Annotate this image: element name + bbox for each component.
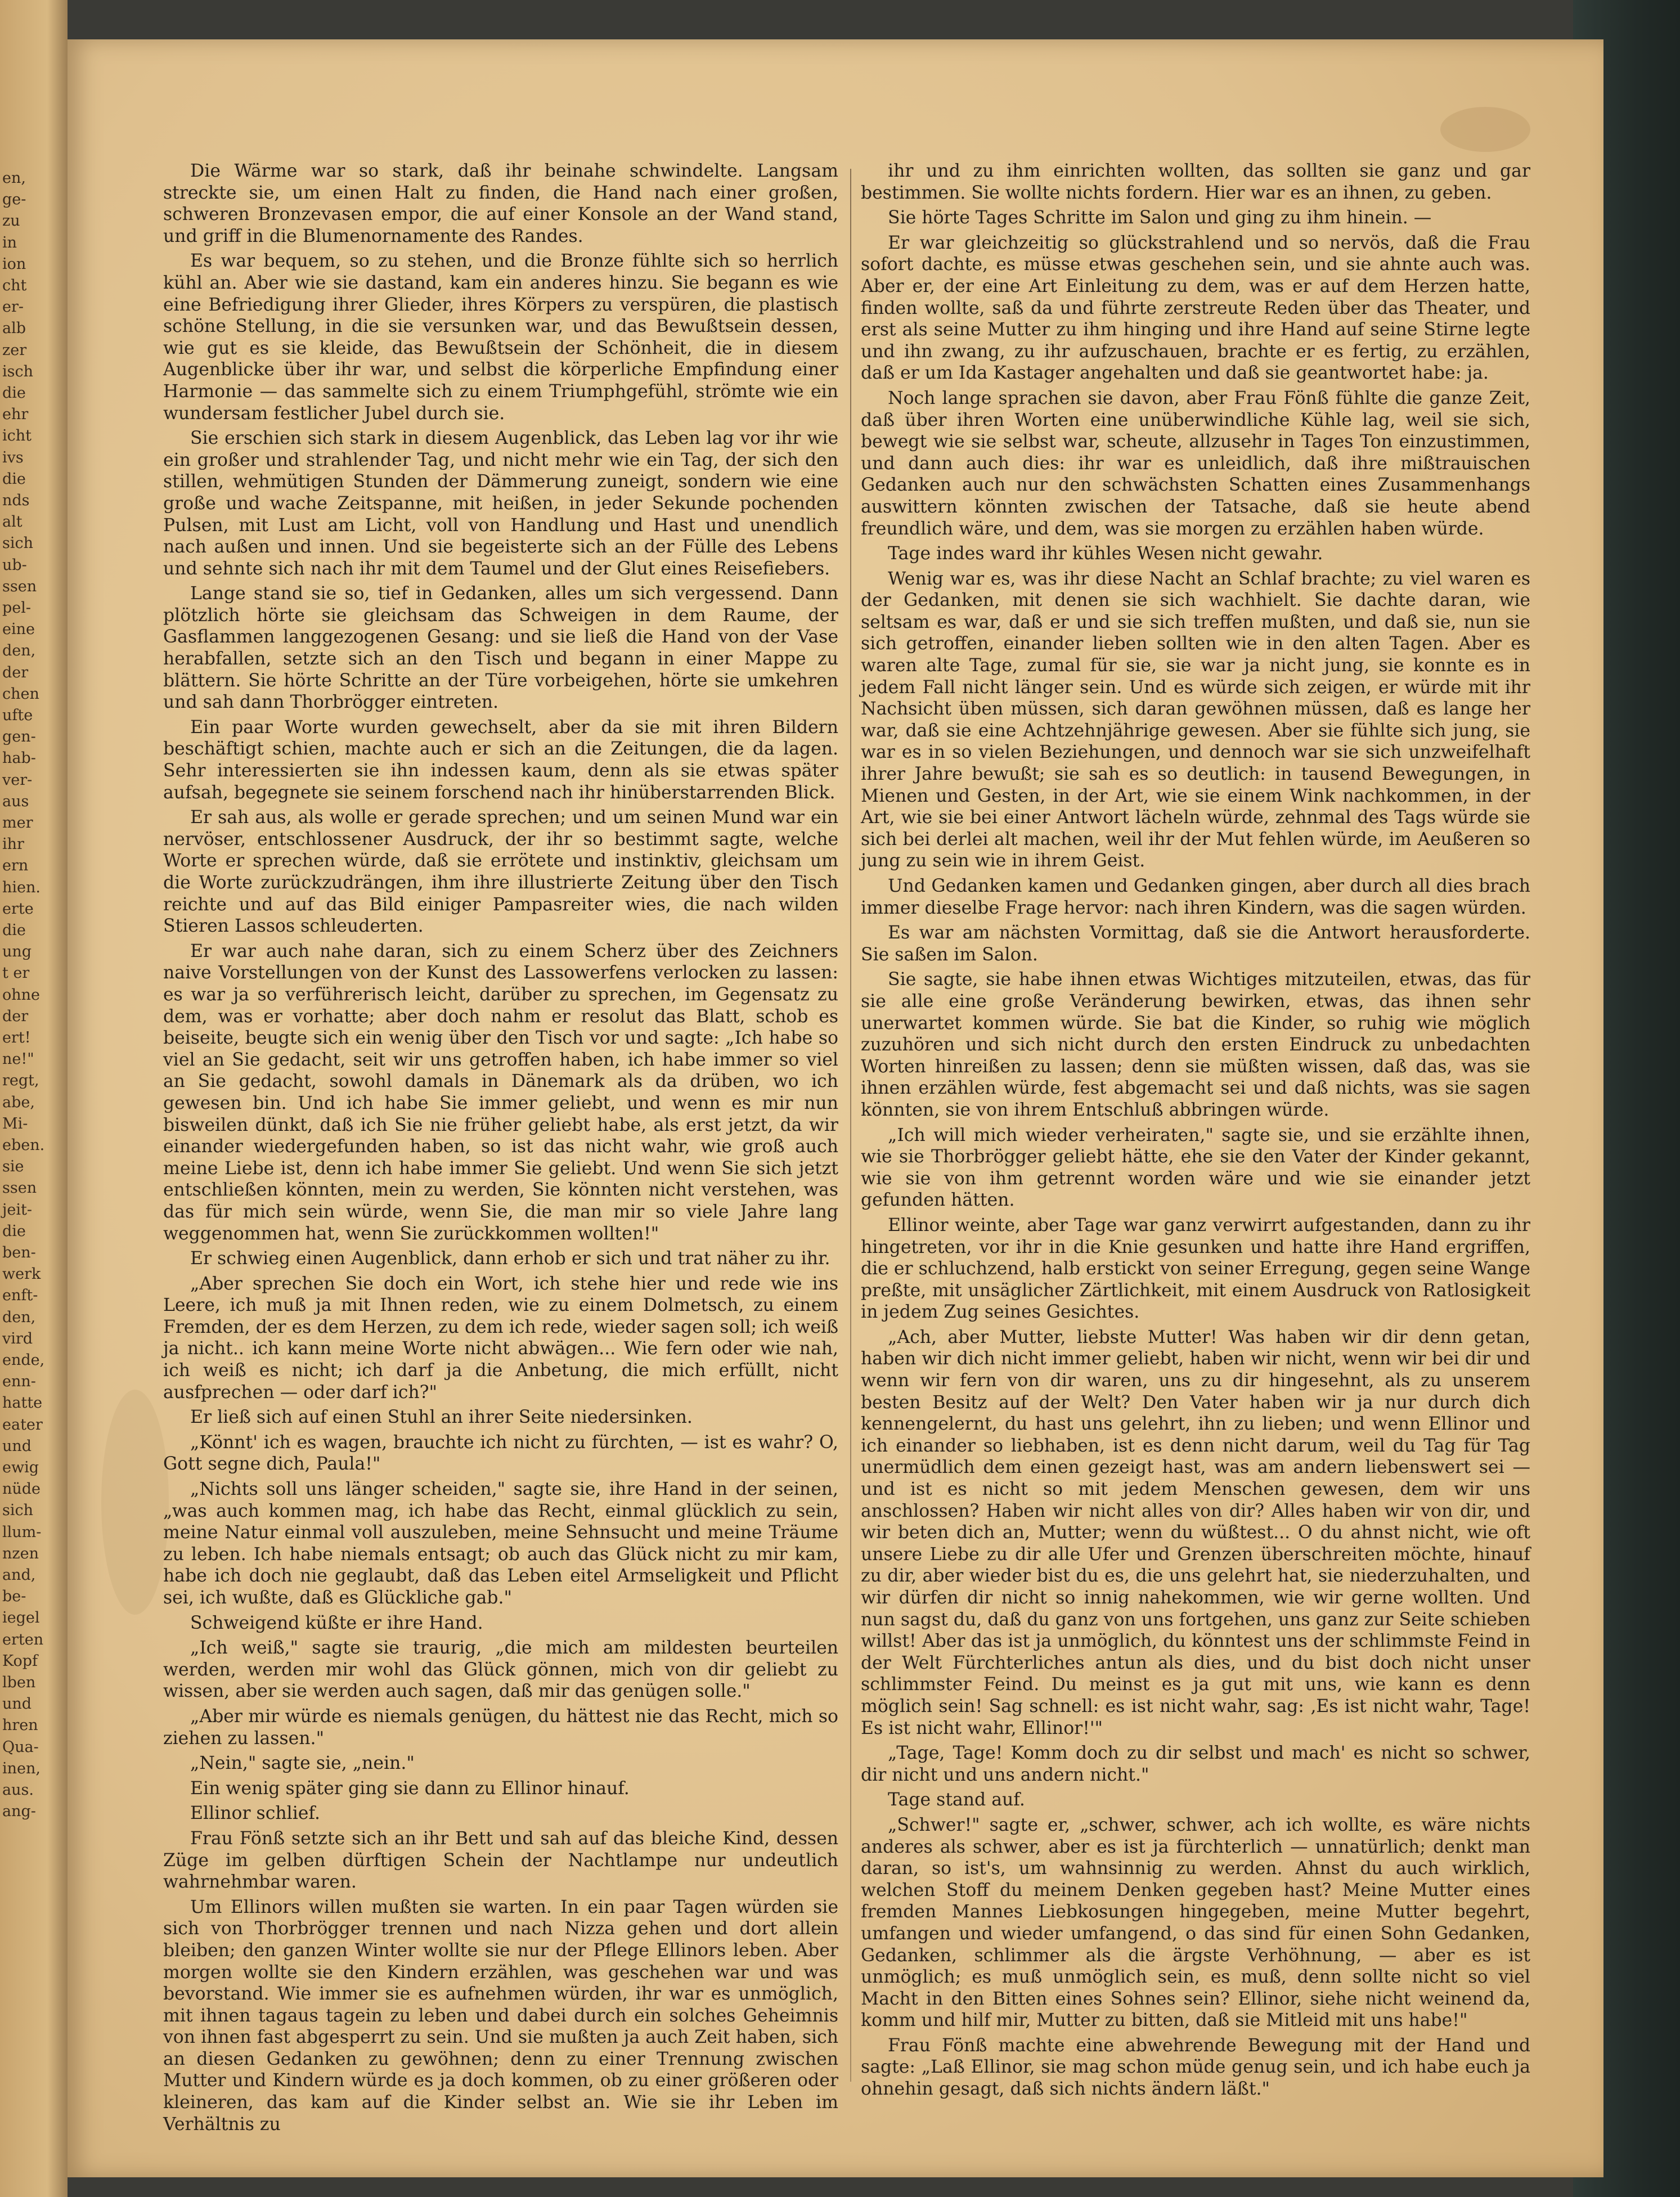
left-text-column [163, 160, 838, 2138]
facing-page-text-fragment: Qua- [2, 1738, 39, 1756]
paragraph: Ein paar Worte wurden gewechselt, aber da sie mit ihren Bildern beschäftigt schien, machte auch er sich an die Zeitungen, die da lagen. Sehr interessierten sie ihn indessen kaum, denn als sie etwas später aufsah, begegnete sie seinem forschend nach ihr hinüberstarrenden Blick. [163, 717, 838, 803]
paragraph: Er war auch nahe daran, sich zu einem Scherz über des Zeichners naive Vorstellungen von der Kunst des Lassowerfens verlocken zu lassen: es war ja so verführerisch leicht, darüber zu sprechen, im Gegensatz zu dem, was er vorhatte; aber doch nahm er resolut das Blatt, schob es beiseite, beugte sich ein wenig über den Tisch vor und sagte: „Ich habe so viel an Sie gedacht, seit wir uns getroffen haben, ich habe immer so viel an Sie gedacht, sowohl damals in Dänemark als da drüben, wo ich gewesen bin. Und ich habe Sie immer geliebt, und wenn es mir nun bisweilen dünkt, daß ich Sie nie früher geliebt habe, als erst jetzt, da wir einander wiedergefunden haben, so ist das nicht wahr, wie groß auch meine Liebe ist, denn ich habe immer Sie geliebt. Und wenn Sie sich jetzt entschließen könnten, mein zu werden, Sie könnten nicht verstehen, was das für mich sein würde, wenn Sie, die man mir so viele Jahre lang weggenommen hat, wenn Sie zurückkommen wollten!" [163, 941, 838, 1244]
paragraph: Und Gedanken kamen und Gedanken gingen, aber durch all dies brach immer dieselbe Frage hervor: nach ihren Kindern, was die sagen würden. [861, 876, 1530, 918]
facing-page-fragment [0, 0, 68, 2197]
paragraph: Tage indes ward ihr kühles Wesen nicht gewahr. [888, 543, 1323, 564]
facing-page-text-fragment: alt [2, 513, 23, 531]
facing-page-text-fragment: eben. [2, 1136, 45, 1154]
paragraph: Sie sagte, sie habe ihnen etwas Wichtiges mitzuteilen, etwas, das für sie alle eine große Veränderung bewirken, etwas, das ihnen sehr unerwartet kommen würde. Sie bat die Kinder, so ruhig wie möglich zuzuhören und sich nicht durch den ersten Eindruck zu unbedachten Worten hinreißen zu lassen; denn sie müßten wissen, daß das, was sie ihnen erzählen würde, fest abgemacht sei und daß nichts, was sie sagen könnten, sie von ihrem Entschluß abbringen würde. [861, 969, 1530, 1120]
facing-page-text-fragment: hien. [2, 878, 41, 896]
column-divider [850, 169, 851, 2082]
facing-page-text-fragment: hren [2, 1717, 38, 1735]
facing-page-text-fragment: sich [2, 534, 34, 552]
right-text-column [861, 160, 1530, 2104]
paragraph: ihr und zu ihm einrichten wollten, das sollten sie ganz und gar bestimmen. Sie wollte nichts fordern. Hier war es an ihnen, zu geben. [861, 161, 1530, 203]
paragraph: „Nein," sagte sie, „nein." [190, 1753, 415, 1774]
paragraph: Ellinor schlief. [190, 1803, 320, 1824]
paragraph: „Ach, aber Mutter, liebste Mutter! Was haben wir dir denn getan, haben wir dich nicht immer geliebt, haben wir nicht, wenn wir bei dir und wenn wir fern von dir waren, uns zu dir hingesehnt, als zu unserem besten Besitz auf der Welt? Den Vater haben wir ja nur durch dich kennengelernt, du hast uns gelehrt, ihn zu lieben; und wenn Ellinor und ich einander so liebhaben, ist es denn nicht darum, weil du Tag für Tag unermüdlich dem einen gezeigt hast, was am andern liebenswert sei — und ist es nicht so mit jedem Menschen gewesen, dem wir uns anschlossen? Haben wir nicht alles von dir? Alles haben wir von dir, und wir beten dich an, Mutter; wenn du wüßtest... O du ahnst nicht, wie oft unsere Liebe zu dir alle Ufer und Grenzen überschreiten möchte, hinauf zu dir, aber wieder bist du es, die uns gelehrt hat, sie niederzuhalten, und wir dürfen dir nicht so innig nahekommen, wie wir gerne wollten. Und nun sagst du, daß du ganz von uns fortgehen, uns ganz zur Seite schieben willst! Aber das ist ja unmöglich, du könntest uns der schlimmste Feind in der Welt Fürchterliches antun als dies, und du bist doch nicht unser schlimmster Feind. Du meinst es ja gut mit uns, wie kann es denn möglich sein! Sag schnell: es ist nicht wahr, sag: ‚Es ist nicht wahr, Tage! Es ist nicht wahr, Ellinor!'" [861, 1327, 1530, 1738]
facing-page-text-fragment: ssen [2, 577, 37, 595]
paragraph: „Aber mir würde es niemals genügen, du hättest nie das Recht, mich so ziehen zu lassen." [163, 1706, 838, 1749]
facing-page-text-fragment: pel- [2, 599, 32, 617]
facing-page-text-fragment: zer [2, 341, 27, 359]
facing-page-text-fragment: ub- [2, 556, 27, 574]
facing-page-text-fragment: zu [2, 212, 20, 230]
facing-page-text-fragment: den, [2, 642, 36, 660]
facing-page-text-fragment: ang- [2, 1803, 36, 1821]
facing-page-text-fragment: mer [2, 814, 33, 832]
facing-page-text-fragment: nüde [2, 1480, 41, 1498]
facing-page-text-fragment: jeit- [2, 1201, 32, 1219]
paragraph: Tage stand auf. [888, 1790, 1025, 1810]
paragraph: Er schwieg einen Augenblick, dann erhob er sich und trat näher zu ihr. [190, 1248, 830, 1269]
facing-page-text-fragment: eater [2, 1416, 43, 1434]
facing-page-text-fragment: nzen [2, 1544, 39, 1562]
paragraph: Es war am nächsten Vormittag, daß sie die Antwort herausforderte. Sie saßen im Salon. [861, 923, 1530, 965]
facing-page-text-fragment: icht [2, 427, 32, 445]
facing-page-text-fragment: die [2, 470, 26, 488]
facing-page-text-fragment: ende, [2, 1351, 45, 1369]
facing-page-text-fragment: und [2, 1437, 32, 1455]
facing-page-text-fragment: die [2, 922, 26, 939]
paragraph: Er war gleichzeitig so glückstrahlend und so nervös, daß die Frau sofort dachte, es müsse etwas geschehen sein, und sie ahnte auch was. Aber er, der eine Art Einleitung zu dem, was er auf dem Herzen hatte, finden wollte, saß da und führte zerstreute Reden über das Theater, und erst als seine Mutter zu ihm hinging und ihre Hand auf seine Stirne legte und ihn zwang, zu ihr aufzuschauen, brachte er es fertig, zu erzählen, daß er um Ida Kastager angehalten und daß sie geantwortet habe: ja. [861, 232, 1530, 384]
facing-page-text-fragment: and, [2, 1566, 36, 1584]
facing-page-text-fragment: sie [2, 1158, 24, 1176]
facing-page-text-fragment: lben [2, 1674, 36, 1691]
paragraph: Es war bequem, so zu stehen, und die Bronze fühlte sich so herrlich kühl an. Aber wie sie dastand, kam ein anderes hinzu. Sie begann es wie eine Befriedigung ihrer Glieder, ihres Körpers zu verspüren, die plastisch schöne Stellung, in die sie versunken war, und das Bewußtsein dessen, wie gut es sie kleide, das Bewußtsein der Schönheit, die in diesem Augenblicke über ihr war, und selbst die körperliche Empfindung einer Harmonie — das sammelte sich zu einem Triumphgefühl, strömte wie ein wundersam festlicher Jubel durch sie. [163, 251, 838, 424]
facing-page-text-fragment: ver- [2, 771, 33, 789]
paragraph: Wenig war es, was ihr diese Nacht an Schlaf brachte; zu viel waren es der Gedanken, mit denen sie sich wachhielt. Sie dachte daran, wie seltsam es war, daß er und sie sich treffen mußten, und daß sie, nun sie sich getroffen, einander lieben sollten wie in den alten Tagen. Aber es waren alte Tage, zumal für sie, sie war ja nicht jung, sie konnte es in jedem Fall nicht länger sein. Und es würde sich zeigen, er würde mit ihr Nachsicht üben müssen, sich daran gewöhnen müssen, daß es lange her war, daß sie eine Achtzehnjährige gewesen. Aber sie fühlte sich jung, sie war es in so vielen Beziehungen, und dennoch war sie sich unzweifelhaft ihrer Jahre bewußt; sie sah es so deutlich: in tausend Bewegungen, in Mienen und Gesten, in der Art, wie sie einem Wink nachkommen, in der Art, wie sie bei einer Antwort lächeln würde, zehnmal des Tags würde sie sich bei derlei alt machen, weil ihr der Mut fehlen würde, im Aeußeren so jung zu sein wie in ihrem Geist. [861, 568, 1530, 871]
paragraph: Lange stand sie so, tief in Gedanken, alles um sich vergessend. Dann plötzlich hörte sie gleichsam das Schweigen in dem Raume, der Gasflammen langgezogenen Gesang: und sie ließ die Hand von der Vase herabfallen, setzte sich an den Tisch und begann in einer Mappe zu blättern. Sie hörte Schritte an der Türe vorbeigehen, hörte sie umkehren und sah dann Thorbrögger eintreten. [163, 583, 838, 713]
paragraph: Er sah aus, als wolle er gerade sprechen; und um seinen Mund war ein nervöser, entschlossener Ausdruck, der ihr so bestimmt sagte, welche Worte er sprechen würde, daß sie errötete und instinktiv, gleichsam um die Worte zurückzudrängen, ihm ihre illustrierte Zeitung über den Tisch reichte und auf das Bild einiger Pampasreiter wies, die nach wilden Stieren Lassos schleuderten. [163, 807, 838, 937]
paragraph: „Aber sprechen Sie doch ein Wort, ich stehe hier und rede wie ins Leere, ich muß ja mit Ihnen reden, wie zu einem Dolmetsch, zu einem Fremden, der es dem Herzen, zu dem ich rede, wieder sagen soll; ich weiß ja nicht.. ich kann meine Worte nicht abwägen... Wie fern oder wie nah, ich weiß es nicht; ich darf ja die Anbetung, die mich erfüllt, nicht ausfprechen — oder darf ich?" [163, 1273, 838, 1403]
facing-page-text-fragment: den, [2, 1308, 36, 1326]
facing-page-text-fragment: ion [2, 255, 26, 273]
paragraph: Sie erschien sich stark in diesem Augenblick, das Leben lag vor ihr wie ein großer und strahlender Tag, und nicht mehr wie ein Tag, der sich den stillen, wehmütigen Stunden der Dämmerung zuneigt, sondern wie eine große und wache Zeitspanne, mit heißen, in jeder Sekunde pochenden Pulsen, mit Lust am Licht, voll von Handlung und Hast und unendlich nach außen und innen. Und sie begeisterte sich an der Fülle des Lebens und sehnte sich nach ihr mit dem Taumel und der Glut eines Reisefiebers. [163, 428, 838, 579]
facing-page-text-fragment: aus [2, 792, 29, 810]
facing-page-text-fragment: be- [2, 1588, 26, 1606]
paragraph: Noch lange sprachen sie davon, aber Frau Fönß fühlte die ganze Zeit, daß über ihren Worten eine unüberwindliche Kühle lag, weil sie sich, bewegt wie sie selbst war, scheute, allzusehr in Tages Ton einzustimmen, und dann auch dies: ihr war es unleidlich, daß ihre mißtrauischen Gedanken auch nur den schwächsten Schatten eines Zusammenhangs auswittern könnten zwischen der Tatsache, daß sie heute abend freundlich wäre, und dem, was sie morgen zu erzählen haben würde. [861, 388, 1530, 539]
facing-page-text-fragment: und [2, 1695, 32, 1713]
facing-page-text-fragment: ivs [2, 448, 24, 466]
paragraph: Ellinor weinte, aber Tage war ganz verwirrt aufgestanden, dann zu ihr hingetreten, vor ihr in die Knie gesunken und hatte ihre Hand ergriffen, die er schluchzend, halb erstickt von seiner Erregung, gegen seine Wange preßte, mit unsäglicher Zärtlichkeit, mit einem Ausdruck von Ratlosigkeit in jedem Zug seines Gesichtes. [861, 1215, 1530, 1323]
facing-page-text-fragment: aus. [2, 1781, 34, 1799]
facing-page-text-fragment: vird [2, 1329, 33, 1347]
facing-page-text-fragment: er- [2, 298, 24, 316]
facing-page-text-fragment: Mi- [2, 1115, 28, 1133]
facing-page-text-fragment: ssen [2, 1179, 37, 1197]
paragraph: „Schwer!" sagte er, „schwer, schwer, ach ich wollte, es wäre nichts anderes als schwer, aber es ist ja fürchterlich — unnatürlich; denkt man daran, so ist's, um wahnsinnig zu werden. Ahnst du auch wirklich, welchen Stoff du meinem Denken gegeben hast? Meine Mutter eines fremden Mannes Liebkosungen hingegeben, meine Mutter begehrt, umfangen und wieder umfangend, o das sind für einen Sohn Gedanken, Gedanken, schlimmer als die ärgste Verhöhnung, — aber es ist unmöglich; es muß unmöglich sein, es muß, denn sollte nicht so viel Macht in den Bitten eines Sohnes sein? Ellinor, siehe nicht weinend da, komm und hilf mir, Mutter zu bitten, daß sie Mitleid mit uns habe!" [861, 1814, 1530, 2031]
paragraph: Ein wenig später ging sie dann zu Ellinor hinauf. [190, 1778, 630, 1799]
facing-page-text-fragment: isch [2, 362, 34, 380]
facing-page-text-fragment: in [2, 233, 17, 251]
paragraph: Frau Fönß machte eine abwehrende Bewegung mit der Hand und sagte: „Laß Ellinor, sie mag schon müde genug sein, und ich habe euch ja ohnehin gesagt, daß sich nichts ändern läßt." [861, 2035, 1530, 2100]
paragraph: Frau Fönß setzte sich an ihr Bett und sah auf das bleiche Kind, dessen Züge im gelben dürftigen Schein der Nachtlampe nur undeutlich wahrnehmbar waren. [163, 1828, 838, 1893]
paragraph: Schweigend küßte er ihre Hand. [190, 1612, 483, 1633]
facing-page-text-fragment: die [2, 1222, 26, 1240]
paragraph: „Tage, Tage! Komm doch zu dir selbst und mach' es nicht so schwer, dir nicht und uns andern nicht." [861, 1743, 1530, 1785]
facing-page-text-fragment: enft- [2, 1287, 38, 1305]
page [68, 39, 1603, 2177]
facing-page-text-fragment: chen [2, 685, 39, 703]
facing-page-text-fragment: ewig [2, 1459, 39, 1476]
facing-page-text-fragment: nds [2, 492, 30, 509]
facing-page-text-fragment: hab- [2, 749, 36, 767]
paragraph: „Könnt' ich es wagen, brauchte ich nicht zu fürchten, — ist es wahr? O, Gott segne dich, Paula!" [163, 1432, 838, 1475]
facing-page-text-fragment: ne!" [2, 1050, 34, 1068]
facing-page-text-fragment: cht [2, 277, 27, 294]
facing-page-text-fragment: ert! [2, 1029, 31, 1046]
paragraph: „Ich weiß," sagte sie traurig, „die mich am mildesten beurteilen werden, werden mir wohl das Glück gönnen, mich von dir geliebt zu wissen, aber sie werden auch sagen, daß mir das genügen solle." [163, 1638, 838, 1702]
facing-page-text-fragment: iegel [2, 1609, 40, 1627]
facing-page-text-fragment: ufte [2, 707, 33, 724]
facing-page-text-fragment: hatte [2, 1394, 43, 1412]
facing-page-text-fragment: der [2, 663, 29, 681]
facing-page-text-fragment: ohne [2, 986, 41, 1004]
facing-page-text-fragment: ben- [2, 1244, 36, 1261]
facing-page-text-fragment: abe, [2, 1093, 35, 1111]
paragraph: Die Wärme war so stark, daß ihr beinahe schwindelte. Langsam streckte sie, um einen Halt zu finden, die Hand nach einer großen, schweren Bronzevasen empor, die auf einer Konsole an der Wand stand, und griff in die Blumenornamente des Randes. [163, 161, 838, 246]
facing-page-text-fragment: ehr [2, 406, 29, 424]
facing-page-text-fragment: ung [2, 943, 32, 961]
facing-page-text-fragment: sich [2, 1502, 34, 1520]
paragraph: Sie hörte Tages Schritte im Salon und ging zu ihm hinein. — [888, 208, 1432, 228]
paragraph: Er ließ sich auf einen Stuhl an ihrer Seite niedersinken. [190, 1407, 693, 1428]
facing-page-text-fragment: enn- [2, 1373, 36, 1391]
facing-page-text-fragment: Kopf [2, 1652, 38, 1670]
facing-page-text-fragment: en, [2, 169, 26, 187]
facing-page-text-fragment: ge- [2, 191, 26, 209]
facing-page-text-fragment: der [2, 1007, 29, 1025]
facing-page-text-fragment: ern [2, 857, 29, 875]
paragraph: Um Ellinors willen mußten sie warten. In ein paar Tagen würden sie sich von Thorbrögger trennen und nach Nizza gehen und dort allein bleiben; den ganzen Winter wollte sie nur der Pflege Ellinors leben. Aber morgen wollte sie den Kindern erzählen, was geschehen war und was bevorstand. Wie immer sie es aufnehmen würden, ihr war es unmöglich, mit ihnen tagaus tagein zu leben und dabei durch ein solches Geheimnis von ihnen fast abgesperrt zu sein. Und sie mußten ja auch Zeit haben, sich an diesen Gedanken zu gewöhnen; denn zu einer Trennung zwischen Mutter und Kindern würde es ja doch kommen, ob zu einer größeren oder kleineren, das kam auf die Kinder selbst an. Wie sie ihr Leben im Verhältnis zu [163, 1897, 838, 2135]
facing-page-text-fragment: die [2, 384, 26, 402]
facing-page-text-fragment: erten [2, 1630, 44, 1648]
facing-page-text-fragment: ihr [2, 835, 24, 853]
facing-page-text-fragment: llum- [2, 1523, 42, 1541]
facing-page-text-fragment: alb [2, 320, 26, 338]
paragraph: „Ich will mich wieder verheiraten," sagte sie, und sie erzählte ihnen, wie sie Thorbrögger geliebt hätte, ehe sie den Vater der Kinder gekannt, wie sie von ihm getrennt worden wäre und wie sie einander jetzt gefunden hätten. [861, 1125, 1530, 1211]
facing-page-text-fragment: gen- [2, 728, 36, 746]
facing-page-text-fragment: werk [2, 1265, 41, 1283]
facing-page-text-fragment: inen, [2, 1759, 41, 1777]
facing-page-text-fragment: erte [2, 900, 34, 918]
facing-page-text-fragment: eine [2, 621, 35, 639]
facing-page-text-fragment: regt, [2, 1072, 39, 1090]
facing-page-text-fragment: t er [2, 964, 30, 982]
paragraph: „Nichts soll uns länger scheiden," sagte sie, ihre Hand in der seinen, „was auch kommen mag, ich habe das Recht, einmal glücklich zu sein, meine Natur einmal voll auszuleben, meine Sehnsucht und meine Träume zu leben. Ich habe niemals entsagt; ob auch das Glück nicht zu mir kam, habe ich doch nie geglaubt, daß das Leben eitel Armseligkeit und Pflicht sei, ich wußte, daß es Glückliche gab." [163, 1479, 838, 1608]
